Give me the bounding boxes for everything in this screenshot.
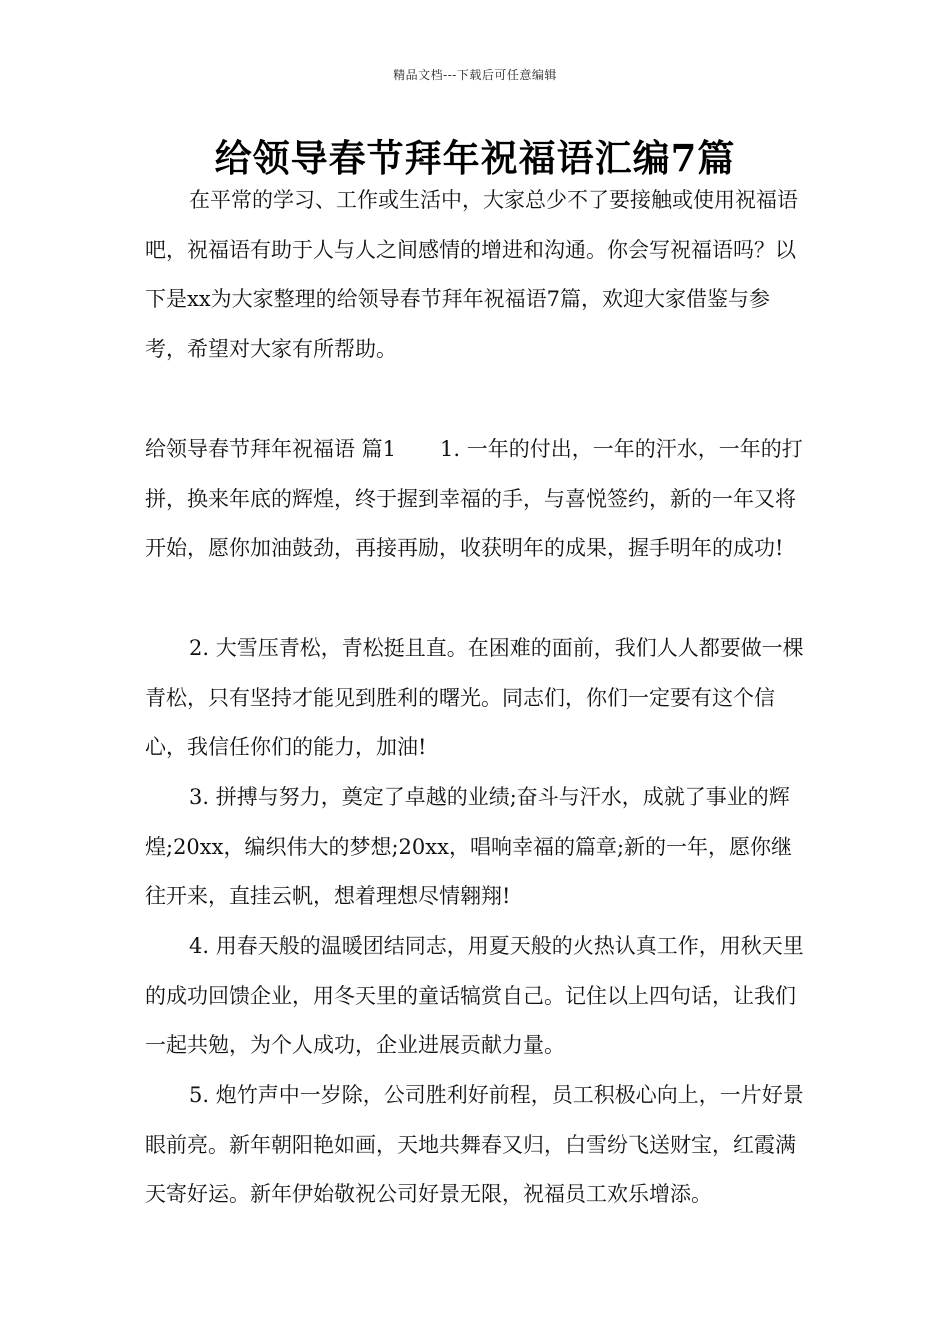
document-title: 给领导春节拜年祝福语汇编7篇	[214, 136, 736, 180]
blessing-item-5: 5. 炮竹声中一岁除，公司胜利好前程，员工积极心向上，一片好景眼前亮。新年朝阳艳如画，天地共舞春又归，白雪纷飞送财宝，红霞满天寄好运。新年伊始敬祝公司好景无限，祝福员工欢乐增添。	[145, 1083, 804, 1207]
blessing-item-3: 3. 拼搏与努力，奠定了卓越的业绩;奋斗与汗水，成就了事业的辉煌;20xx，编织伟大的梦想;20xx，唱响幸福的篇章;新的一年，愿你继往开来，直挂云帆，想着理想尽情翱翔!	[145, 785, 793, 909]
section-1-first-paragraph	[145, 425, 809, 574]
blessing-item-2: 2. 大雪压青松，青松挺且直。在困难的面前，我们人人都要做一棵青松，只有坚持才能见到胜利的曙光。同志们，你们一定要有这个信心，我信任你们的能力，加油!	[145, 636, 804, 760]
blessing-item-4: 4. 用春天般的温暖团结同志，用夏天般的火热认真工作，用秋天里的成功回馈企业，用冬天里的童话犒赏自己。记住以上四句话，让我们一起共勉，为个人成功，企业进展贡献力量。	[145, 934, 804, 1058]
page-header-note: 精品文档---下载后可任意编辑	[393, 68, 557, 82]
intro-paragraph: 在平常的学习、工作或生活中，大家总少不了要接触或使用祝福语吧，祝福语有助于人与人之间感情的增进和沟通。你会写祝福语吗？以下是xx为大家整理的给领导春节拜年祝福语7篇，欢迎大家借鉴与参考，希望对大家有所帮助。	[145, 188, 798, 362]
section-heading: 给领导春节拜年祝福语 篇1	[145, 437, 397, 461]
blessing-item-1: 1. 一年的付出，一年的汗水，一年的打拼，换来年底的辉煌，终于握到幸福的手，与喜悦签约，新的一年又将开始，愿你加油鼓劲，再接再励，收获明年的成果，握手明年的成功!	[145, 437, 803, 561]
